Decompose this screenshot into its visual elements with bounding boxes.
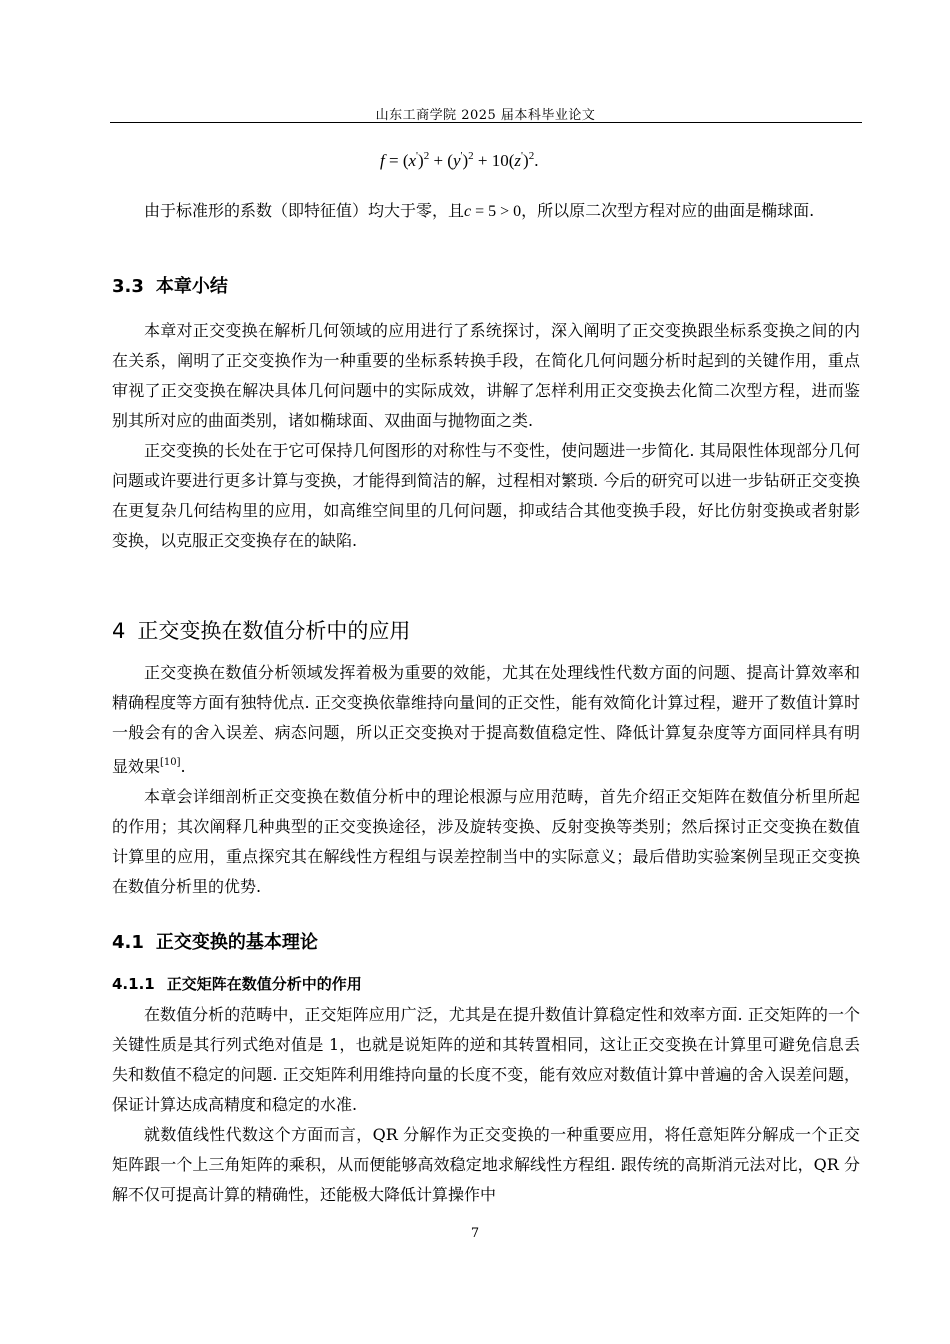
page-number: 7: [470, 1226, 480, 1241]
intro-paragraph: [112, 196, 860, 227]
paragraph: 本章会详细剖析正交变换在数值分析中的理论根源与应用范畴，首先介绍正交矩阵在数值分析里所起的作用；其次阐释几种典型的正交变换途径，涉及旋转变换、反射变换等类别；然后探讨正交变换在数值计算里的应用，重点探究其在解线性方程组与误差控制当中的实际意义；最后借助实验案例呈现正交变换在数值分析里的优势.: [112, 787, 860, 896]
section-number: 4.1: [112, 932, 144, 953]
section-number: 3.3: [112, 276, 144, 297]
eq-y: y: [452, 151, 461, 170]
intro-paragraph-block: [112, 196, 860, 227]
eq-f: f: [380, 151, 385, 170]
math-c: c: [464, 203, 472, 220]
math-c-value: = 5 > 0: [471, 203, 522, 220]
eq-sq-1: 2: [423, 150, 430, 162]
eq-coef: 10: [491, 151, 509, 170]
section-3-3-body: [112, 316, 860, 556]
chapter-title: 正交变换在数值分析中的应用: [137, 619, 411, 643]
running-header: 山东工商学院 2025 届本科毕业论文: [375, 108, 596, 123]
paragraph: 在数值分析的范畴中，正交矩阵应用广泛，尤其是在提升数值计算稳定性和效率方面. 正交矩阵的一个关键性质是其行列式绝对值是 1，也就是说矩阵的逆和其转置相同，这让正交变换在计算里可避免信息丢失和数值不稳定的问题. 正交矩阵利用维持向量的长度不变，能有效应对数值计算中普遍的舍入误差问题，保证计算达成高精度和稳定的水准.: [112, 1005, 860, 1114]
chapter-number: 4: [112, 619, 126, 643]
paragraph-end: .: [180, 757, 186, 776]
eq-plus-2: +: [477, 151, 488, 170]
eq-sq-3: 2: [528, 150, 535, 162]
section-title: 本章小结: [155, 276, 228, 297]
equation-standard-form: $f = (x')^2 + (y')^2 + 10(z')^2$.: [380, 150, 539, 170]
section-title: 正交变换的基本理论: [155, 932, 318, 953]
chapter-heading-4: [112, 615, 860, 645]
paragraph-text: 正交变换在数值分析领域发挥着极为重要的效能，尤其在处理线性代数方面的问题、提高计算效率和精确程度等方面有独特优点. 正交变换依靠维持向量间的正交性，能有效简化计算过程，避开了数值计算时一般会有的舍入误差、病态问题，所以正交变换对于提高数值稳定性、降低计算复杂度等方面同样具有明显效果: [112, 663, 860, 776]
eq-prime-y: ': [460, 150, 463, 162]
eq-period: .: [534, 151, 539, 170]
inline-math-c: [464, 203, 521, 220]
section-heading-4-1: [112, 928, 860, 954]
eq-prime-z: ': [521, 150, 524, 162]
subsection-number: 4.1.1: [112, 975, 155, 993]
subsection-title: 正交矩阵在数值分析中的作用: [166, 975, 362, 993]
subsection-heading-4-1-1: [112, 973, 860, 994]
intro-text-before: 由于标准形的系数（即特征值）均大于零，且: [144, 201, 465, 220]
paragraph: 就数值线性代数这个方面而言，QR 分解作为正交变换的一种重要应用，将任意矩阵分解成一个正交矩阵跟一个上三角矩阵的乘积，从而便能够高效稳定地求解线性方程组. 跟传统的高斯消元法对比，QR 分解不仅可提高计算的精确性，还能极大降低计算操作中: [112, 1125, 860, 1204]
paragraph: [112, 658, 860, 782]
eq-sq-2: 2: [468, 150, 474, 162]
section-heading-3-3: [112, 272, 860, 298]
eq-prime-x: ': [416, 150, 419, 162]
eq-z: z: [514, 151, 522, 170]
intro-text-after: ，所以原二次型方程对应的曲面是椭球面.: [521, 201, 815, 220]
paragraph: 正交变换的长处在于它可保持几何图形的对称性与不变性，使问题进一步简化. 其局限性体现部分几何问题或许要进行更多计算与变换，才能得到简洁的解，过程相对繁琐. 今后的研究可以进一步钻研正交变换在更复杂几何结构里的应用，如高维空间里的几何问题，抑或结合其他变换手段，好比仿射变换或者射影变换，以克服正交变换存在的缺陷.: [112, 441, 860, 550]
citation-ref: [10]: [160, 757, 181, 768]
section-4-1-1-body: [112, 1000, 860, 1210]
paragraph: 本章对正交变换在解析几何领域的应用进行了系统探讨，深入阐明了正交变换跟坐标系变换之间的内在关系，阐明了正交变换作为一种重要的坐标系转换手段，在简化几何问题分析时起到的关键作用，重点审视了正交变换在解决具体几何问题中的实际成效，讲解了怎样利用正交变换去化简二次型方程，进而鉴别其所对应的曲面类别，诸如椭球面、双曲面与抛物面之类.: [112, 321, 860, 430]
eq-plus-1: +: [433, 151, 444, 170]
header-rule: [110, 122, 862, 123]
chapter-4-body: [112, 658, 860, 902]
eq-x: x: [408, 151, 417, 170]
